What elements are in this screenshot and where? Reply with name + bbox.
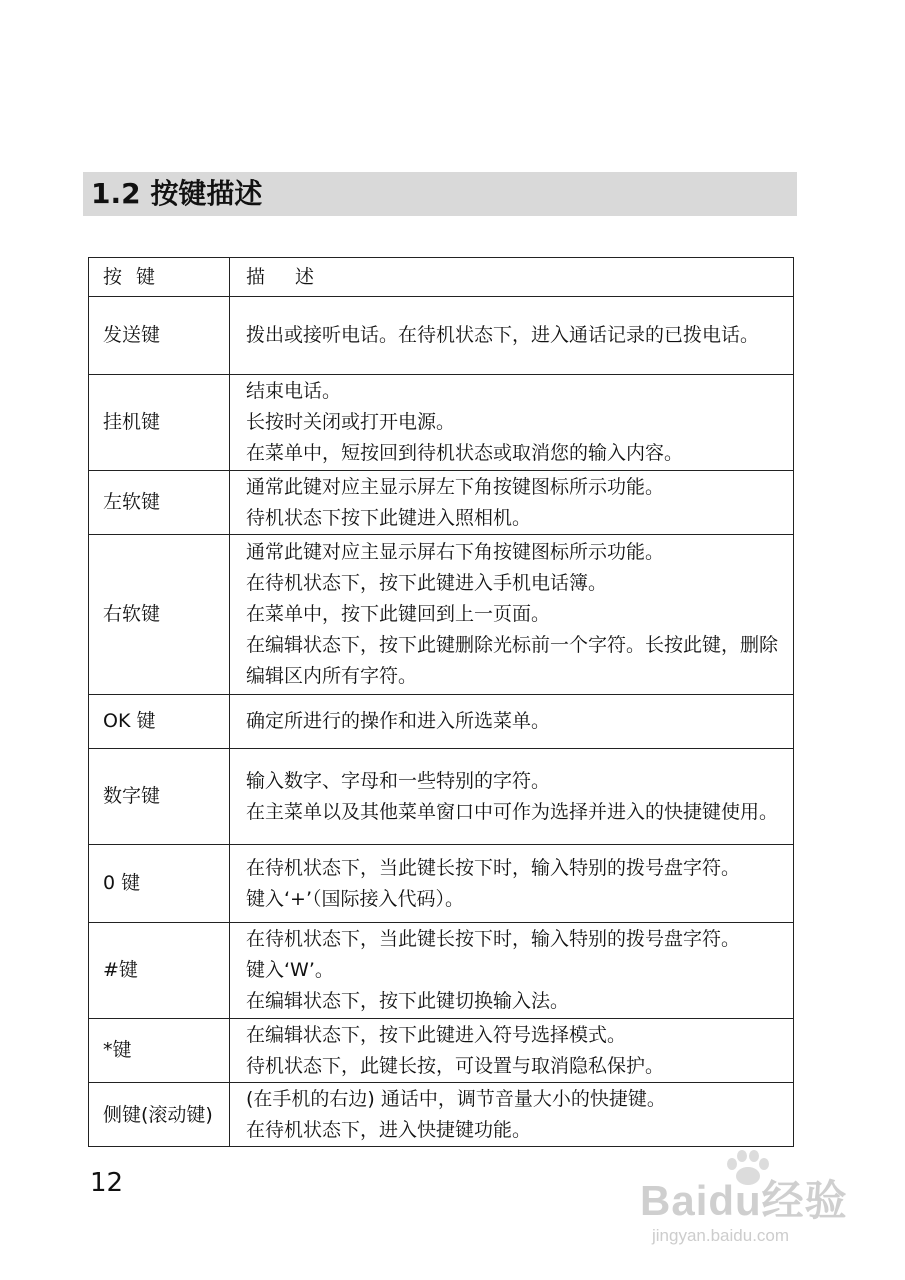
description-line: 在编辑状态下，按下此键删除光标前一个字符。长按此键，删除编辑区内所有字符。 xyxy=(246,634,779,687)
key-name-cell: 挂机键 xyxy=(89,375,230,471)
header-key: 按键 xyxy=(89,258,230,297)
section-heading-bar xyxy=(83,172,797,216)
key-description-cell xyxy=(230,535,794,695)
description-line: 在菜单中，按下此键回到上一页面。 xyxy=(246,603,551,625)
table-row xyxy=(89,1083,794,1147)
table-row xyxy=(89,471,794,535)
key-name-cell: 侧键(滚动键) xyxy=(89,1083,230,1147)
key-name-cell: 发送键 xyxy=(89,297,230,375)
description-line: 通常此键对应主显示屏右下角按键图标所示功能。 xyxy=(246,541,665,563)
table-row xyxy=(89,845,794,923)
key-description-cell xyxy=(230,749,794,845)
key-name-cell: 数字键 xyxy=(89,749,230,845)
table-row xyxy=(89,375,794,471)
description-line: 确定所进行的操作和进入所选菜单。 xyxy=(246,710,551,732)
key-name-cell: OK 键 xyxy=(89,695,230,749)
table-row xyxy=(89,1019,794,1083)
key-description-cell xyxy=(230,375,794,471)
table-row xyxy=(89,923,794,1019)
table-row xyxy=(89,695,794,749)
description-line: 在编辑状态下，按下此键切换输入法。 xyxy=(246,990,570,1012)
key-description-cell xyxy=(230,297,794,375)
key-description-cell xyxy=(230,845,794,923)
key-description-cell xyxy=(230,1019,794,1083)
description-line: 拨出或接听电话。在待机状态下，进入通话记录的已拨电话。 xyxy=(246,324,760,346)
description-line: 在菜单中，短按回到待机状态或取消您的输入内容。 xyxy=(246,442,684,464)
baidu-watermark xyxy=(640,1148,860,1258)
table-row xyxy=(89,749,794,845)
key-description-cell xyxy=(230,695,794,749)
description-line: 在编辑状态下，按下此键进入符号选择模式。 xyxy=(246,1023,627,1046)
table-row xyxy=(89,297,794,375)
description-line: 键入‘+’（国际接入代码）。 xyxy=(246,887,464,910)
description-line: 长按时关闭或打开电源。 xyxy=(246,411,456,433)
description-line: 待机状态下，此键长按，可设置与取消隐私保护。 xyxy=(246,1054,665,1077)
description-line: (在手机的右边) 通话中，调节音量大小的快捷键。 xyxy=(246,1087,666,1110)
header-description: 描述 xyxy=(230,258,794,297)
section-heading: 1.2 按键描述 xyxy=(91,177,263,210)
description-line: 结束电话。 xyxy=(246,380,342,402)
key-description-cell xyxy=(230,923,794,1019)
page-number: 12 xyxy=(90,1168,124,1198)
description-line: 在主菜单以及其他菜单窗口中可作为选择并进入的快捷键使用。 xyxy=(246,800,779,823)
watermark-url: jingyan.baidu.com xyxy=(652,1226,790,1245)
key-name-cell: *键 xyxy=(89,1019,230,1083)
table-row xyxy=(89,535,794,695)
description-line: 在待机状态下，当此键长按下时，输入特别的拨号盘字符。 xyxy=(246,856,741,879)
key-name-cell: 左软键 xyxy=(89,471,230,535)
description-line: 通常此键对应主显示屏左下角按键图标所示功能。 xyxy=(246,475,665,498)
description-line: 键入‘W’。 xyxy=(246,959,334,981)
description-line: 在待机状态下，当此键长按下时，输入特别的拨号盘字符。 xyxy=(246,928,741,950)
key-description-table xyxy=(88,257,794,1147)
description-line: 待机状态下按下此键进入照相机。 xyxy=(246,506,532,529)
key-name-cell: 右软键 xyxy=(89,535,230,695)
watermark-logo: Baidu经验 xyxy=(640,1177,848,1224)
description-line: 在待机状态下，按下此键进入手机电话簿。 xyxy=(246,572,608,594)
key-name-cell: 0 键 xyxy=(89,845,230,923)
key-description-cell xyxy=(230,1083,794,1147)
description-line: 输入数字、字母和一些特别的字符。 xyxy=(246,769,551,792)
table-header-row xyxy=(89,258,794,297)
key-name-cell: #键 xyxy=(89,923,230,1019)
key-description-cell xyxy=(230,471,794,535)
description-line: 在待机状态下，进入快捷键功能。 xyxy=(246,1118,532,1141)
